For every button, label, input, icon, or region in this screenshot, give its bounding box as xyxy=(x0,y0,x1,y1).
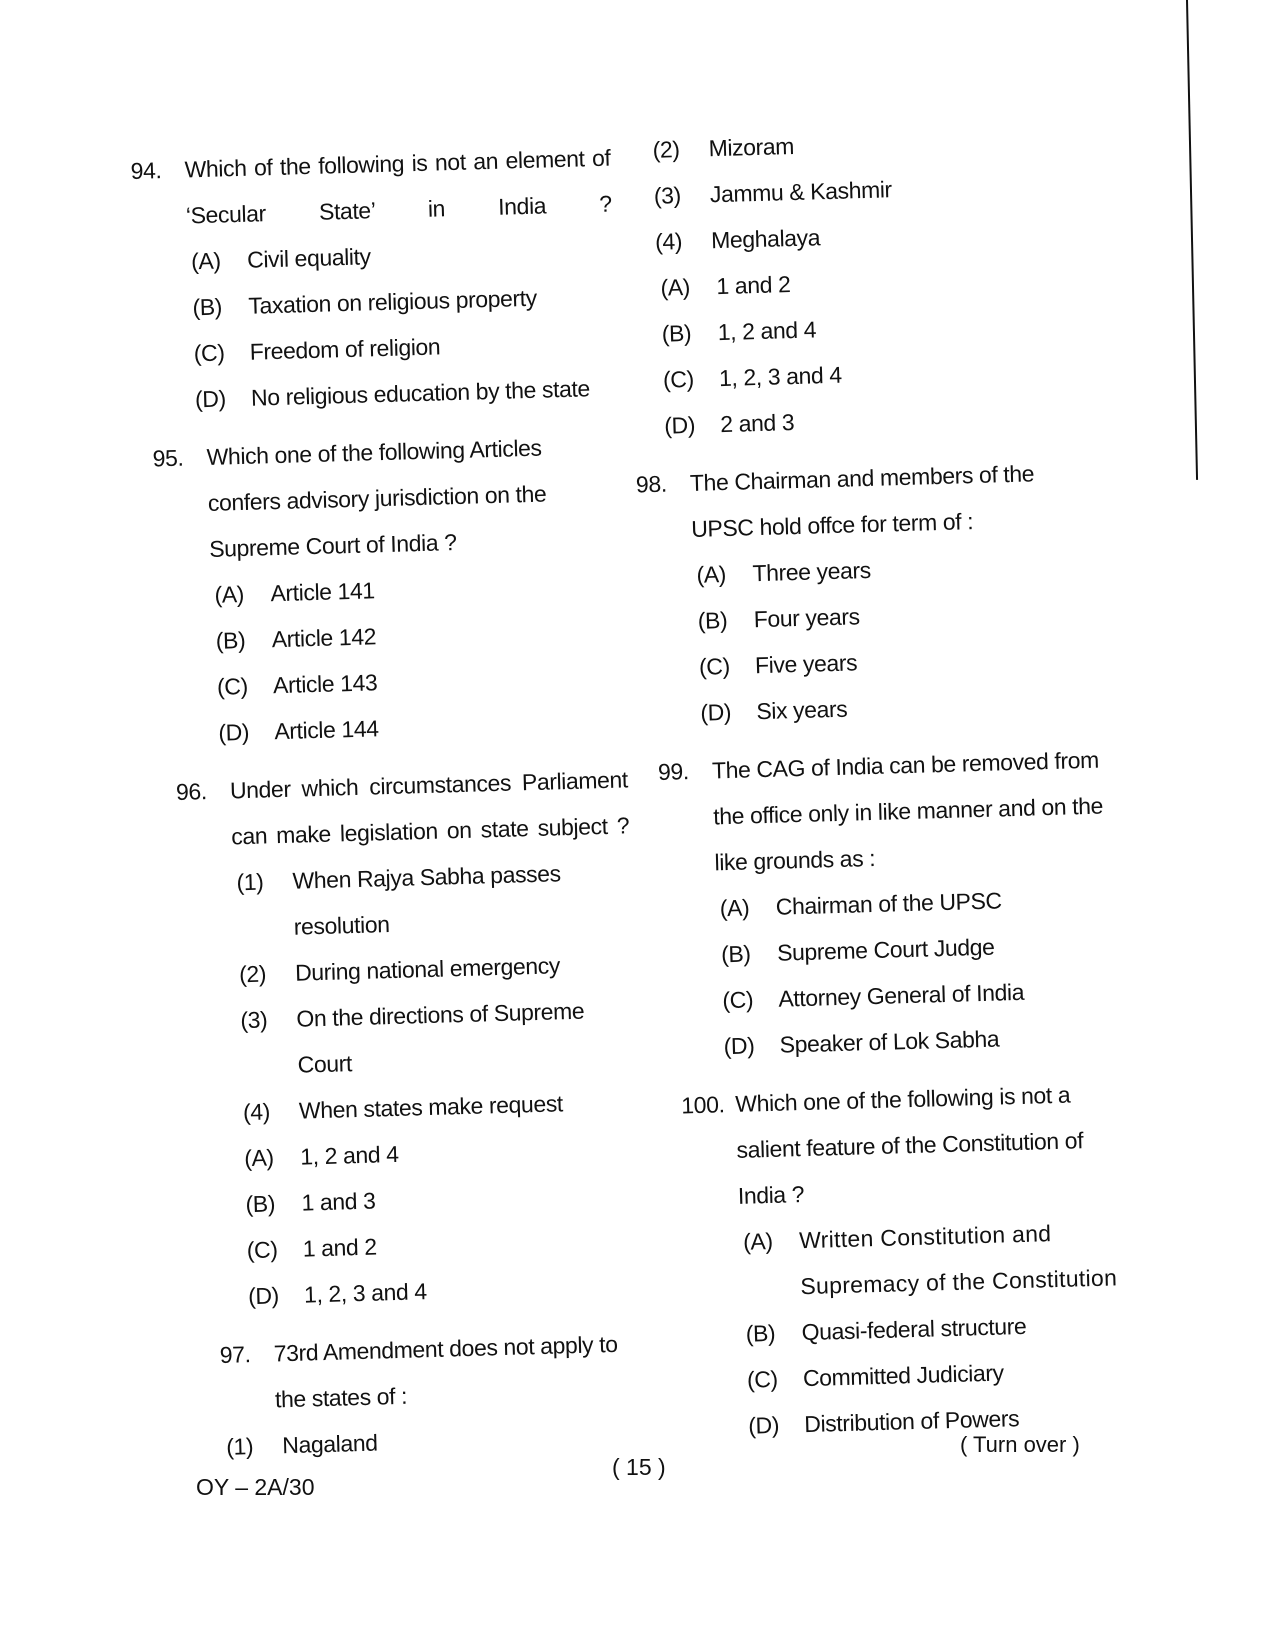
question-98 xyxy=(635,448,1109,737)
option-text: Freedom of religion xyxy=(249,333,441,365)
option-text: 1, 2, 3 and 4 xyxy=(718,361,843,392)
option-text: Written Constitution and Supremacy of the Constitution xyxy=(798,1220,1118,1300)
question-100 xyxy=(681,1070,1129,1450)
question-97 xyxy=(219,1320,647,1470)
statement-text: On the directions of Supreme Court xyxy=(296,997,585,1078)
statement-label: (3) xyxy=(240,1006,268,1034)
option-label: (C) xyxy=(698,652,731,680)
option-text: Article 143 xyxy=(272,669,378,699)
option-label: (A) xyxy=(719,894,750,922)
option-label: (B) xyxy=(720,940,751,968)
question-94 xyxy=(130,135,618,424)
question-number: 94. xyxy=(130,157,162,184)
question-text: 73rd Amendment does not apply to the states of : xyxy=(273,1330,618,1413)
option-label: (D) xyxy=(194,385,227,413)
option-label: (D) xyxy=(723,1032,755,1060)
option-d xyxy=(247,1262,642,1319)
statement-label: (3) xyxy=(653,182,682,209)
question-text: Which one of the following is not a salient feature of the Constitution of India ? xyxy=(734,1081,1084,1209)
turn-over-note: ( Turn over ) xyxy=(960,1432,1080,1457)
question-number: 98. xyxy=(635,470,668,498)
option-text: 1 and 3 xyxy=(301,1187,376,1216)
option-text: Distribution of Powers xyxy=(803,1405,1020,1438)
option-label: (A) xyxy=(190,247,222,275)
option-label: (C) xyxy=(193,339,225,367)
option-label: (A) xyxy=(660,273,691,301)
option-text: 1 and 2 xyxy=(716,271,791,300)
question-number: 99. xyxy=(657,758,690,785)
option-label: (C) xyxy=(722,986,754,1014)
option-text: Article 141 xyxy=(270,577,376,607)
statement-text: Jammu & Kashmir xyxy=(709,176,893,208)
question-number: 96. xyxy=(175,778,208,805)
question-text: Under which circumstances Parliament can make legislation on state subject ? xyxy=(229,766,630,850)
option-text: Article 144 xyxy=(273,715,379,745)
option-a xyxy=(743,1208,1125,1311)
statement-label: (4) xyxy=(242,1098,271,1126)
option-text: Taxation on religious property xyxy=(248,284,538,319)
page-number: ( 15 ) xyxy=(612,1454,666,1480)
option-text: Attorney General of India xyxy=(778,978,1025,1012)
question-text: Which one of the following Articles confers advisory jurisdiction on the Supreme Court of India ? xyxy=(206,434,547,562)
statement-text: During national emergency xyxy=(294,952,561,986)
question-96 xyxy=(175,756,642,1320)
statement-1 xyxy=(236,848,632,951)
question-number: 95. xyxy=(152,444,184,472)
option-text: Five years xyxy=(754,649,858,679)
statement-label: (2) xyxy=(652,136,680,163)
paper-code: OY – 2A/30 xyxy=(196,1474,315,1500)
option-text: Civil equality xyxy=(246,243,371,273)
question-number: 100. xyxy=(680,1091,725,1119)
option-text: 1 and 2 xyxy=(302,1233,378,1262)
question-text: Which of the following is not an element of ‘Secular State’ in India ? xyxy=(184,144,613,229)
question-97-continued xyxy=(612,115,1101,450)
option-label: (C) xyxy=(662,365,695,393)
option-text: No religious education by the state xyxy=(250,375,591,411)
left-column xyxy=(130,135,647,1484)
option-text: Committed Judiciary xyxy=(802,1359,1005,1392)
right-column xyxy=(612,115,1129,1464)
statement-label: (1) xyxy=(225,1433,254,1460)
question-text: The CAG of India can be removed from the office only in like manner and on the like grounds as : xyxy=(711,746,1104,876)
option-text: 1, 2 and 4 xyxy=(299,1140,399,1170)
option-label: (A) xyxy=(214,580,245,608)
option-text: 1, 2 and 4 xyxy=(717,316,817,346)
statement-text: Mizoram xyxy=(708,132,795,162)
question-99 xyxy=(657,736,1118,1070)
option-label: (B) xyxy=(661,319,692,347)
statement-label: (2) xyxy=(238,960,267,988)
option-label: (B) xyxy=(697,606,728,634)
option-text: Article 142 xyxy=(271,623,377,653)
question-text: The Chairman and members of the UPSC hold offce for term of : xyxy=(689,460,1035,542)
option-text: 1, 2, 3 and 4 xyxy=(303,1278,428,1308)
option-label: (D) xyxy=(663,411,696,439)
option-text: Speaker of Lok Sabha xyxy=(779,1025,1000,1058)
statement-text: When states make request xyxy=(298,1090,564,1124)
option-label: (D) xyxy=(699,698,732,726)
option-label: (A) xyxy=(243,1144,275,1172)
question-95 xyxy=(152,422,627,757)
option-label: (B) xyxy=(215,626,246,654)
option-label: (A) xyxy=(696,560,727,588)
option-text: 2 and 3 xyxy=(719,409,795,438)
statement-label: (1) xyxy=(236,868,264,896)
option-label: (C) xyxy=(216,672,249,700)
statement-label: (4) xyxy=(654,228,683,255)
option-text: Six years xyxy=(755,695,848,725)
option-label: (B) xyxy=(192,293,223,321)
statement-text: Meghalaya xyxy=(710,224,821,254)
option-text: Four years xyxy=(753,603,861,633)
page-edge-line xyxy=(1186,0,1198,480)
question-number: 97. xyxy=(219,1341,251,1368)
option-label: (D) xyxy=(247,1282,280,1310)
option-text: Quasi-federal structure xyxy=(801,1312,1027,1346)
option-label: (B) xyxy=(745,1319,776,1347)
option-text: Three years xyxy=(752,556,872,587)
option-label: (C) xyxy=(746,1365,779,1393)
option-label: (C) xyxy=(246,1236,278,1264)
option-text: Supreme Court Judge xyxy=(776,933,995,966)
statement-text: When Rajya Sabha passes resolution xyxy=(292,860,562,940)
option-d xyxy=(723,1012,1118,1069)
option-label: (D) xyxy=(747,1411,780,1439)
statement-text: Nagaland xyxy=(281,1429,378,1459)
option-text: Chairman of the UPSC xyxy=(775,887,1003,920)
statement-3 xyxy=(240,986,636,1089)
option-label: (B) xyxy=(245,1190,276,1218)
option-label: (D) xyxy=(217,718,250,746)
option-label: (A) xyxy=(742,1227,773,1255)
